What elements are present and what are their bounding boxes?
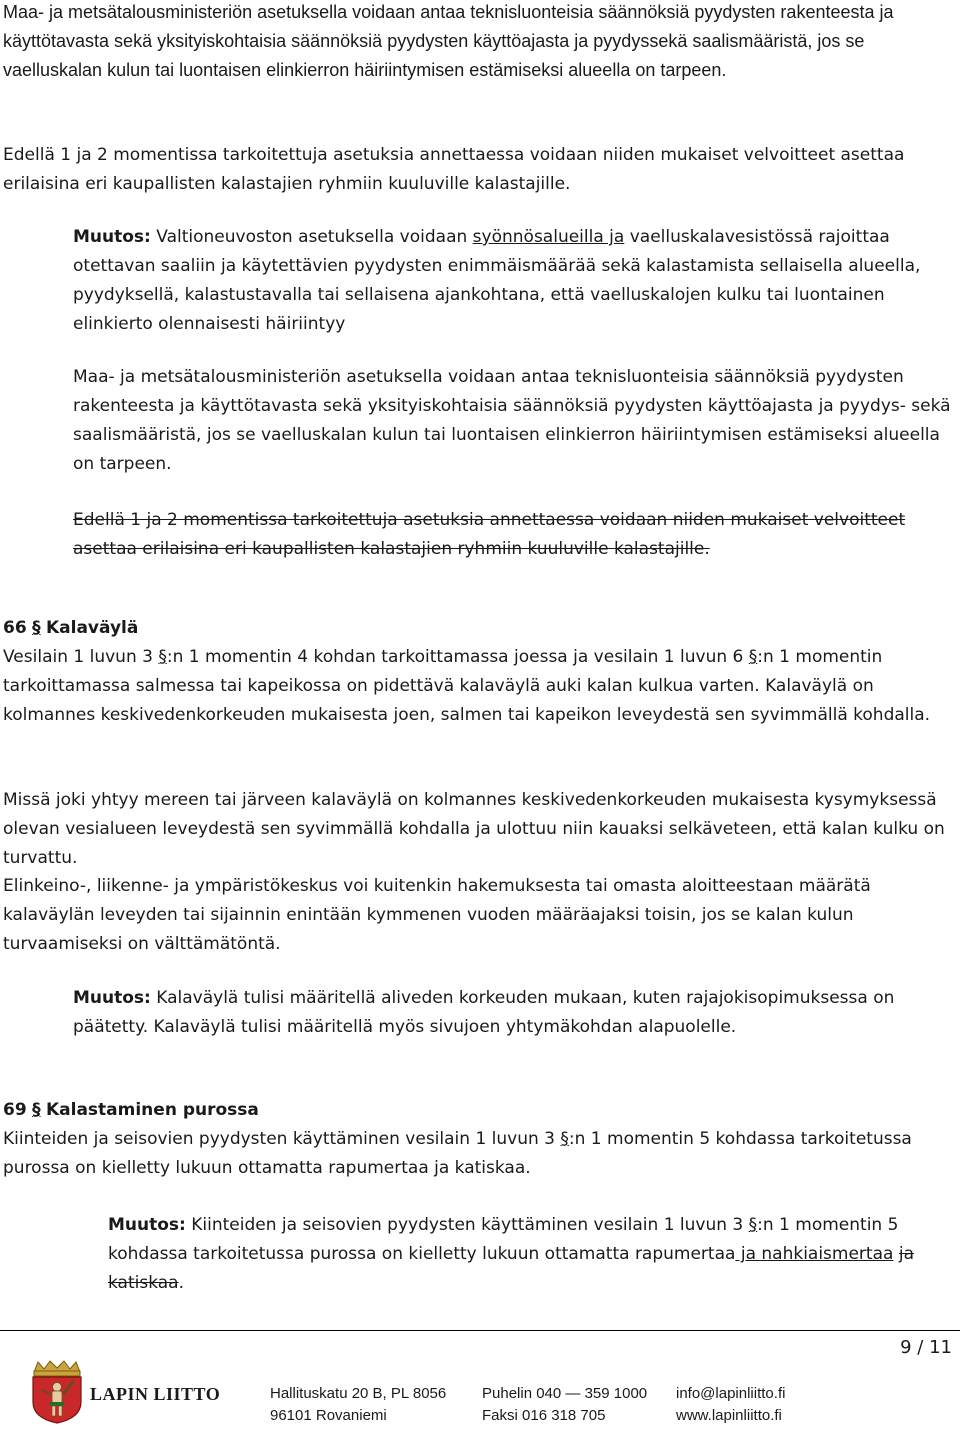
paragraph-1: Maa- ja metsätalousministeriön asetuksella voidaan antaa teknisluonteisia säännöksiä pyydysten rakenteesta ja käyttötavasta sekä yksityiskohtaisia säännöksiä pyydysten käyttöajasta ja pyydyssekä saalismääristä, jos se vaelluskalan kulun tai luontaisen elinkierron häiriintymisen estämiseksi alueella on tarpeen. (3, 2, 894, 80)
change-note-2: Muutos: Kalaväylä tulisi määritellä aliveden korkeuden mukaan, kuten rajajokisopimuksessa on päätetty. Kalaväylä tulisi määritellä myös sivujoen yhtymäkohdan alapuolelle. (73, 988, 895, 1037)
struck-text: ja katiskaa (108, 1244, 914, 1293)
change-note-1-struck (73, 506, 953, 564)
footer-online (676, 1383, 785, 1427)
struck-text: Edellä 1 ja 2 momentissa tarkoitettuja asetuksia annettaessa voidaan niiden mukaiset velvoitteet asettaa erilaisina eri kaupallisten kalastajien ryhmiin kuuluville kalastajille. (73, 510, 906, 559)
section-number: 66 (3, 618, 27, 638)
section-66-heading (3, 614, 955, 643)
underlined-addition: syönnösalueilla ja (472, 227, 625, 247)
change-label: Muutos: (73, 227, 151, 247)
section-title: Kalastaminen purossa (45, 1100, 259, 1120)
section-number: 69 (3, 1100, 27, 1120)
coat-of-arms-icon (28, 1360, 86, 1429)
change-note-1-paragraph: Maa- ja metsätalousministeriön asetuksella voidaan antaa teknisluonteisia säännöksiä pyydysten rakenteesta ja käyttötavasta sekä yksityiskohtaisia säännöksiä pyydysten käyttöajasta ja pyydys- sekä saalismääristä, jos se vaelluskalan kulun tai luontaisen elinkierron häiriintymisen estämiseksi alueella on tarpeen. (73, 367, 951, 474)
brand-name: LAPIN LIITTO (90, 1384, 221, 1404)
footer-divider (0, 1330, 960, 1331)
paragraph-2: Edellä 1 ja 2 momentissa tarkoitettuja asetuksia annettaessa voidaan niiden mukaiset velvoitteet asettaa erilaisina eri kaupallisten kalastajien ryhmiin kuuluville kalastajille. (3, 145, 905, 194)
change-note-3: Muutos: Kiinteiden ja seisovien pyydysten käyttäminen vesilain 1 luvun 3 §:n 1 momentin 5 kohdassa tarkoitetussa purossa on kielletty lukuun ottamatta rapumertaa ja nahkiaismertaa ja katiskaa. (108, 1215, 914, 1293)
footer-contact-numbers: Puhelin 040 — 359 1000 Faksi 016 318 705 (482, 1385, 648, 1424)
section-symbol: § (32, 618, 41, 638)
page-number: 9 / 11 (900, 1337, 952, 1358)
footer-address: Hallituskatu 20 B, PL 8056 96101 Rovaniemi (270, 1385, 447, 1424)
section-69-heading (3, 1096, 955, 1125)
footer (0, 1380, 960, 1430)
underlined-addition: ja nahkiaismertaa (735, 1244, 894, 1264)
change-label: Muutos: (73, 988, 151, 1008)
email-link[interactable]: info@lapinliitto.fi (676, 1385, 786, 1402)
section-66-paragraph-2: Missä joki yhtyy mereen tai järveen kalaväylä on kolmannes keskivedenkorkeuden mukaisesta kysymyksessä olevan vesialueen leveydestä sen syvimmällä kohdalla ja ulottuu niin kauaksi selkäveteen, että kalan kulku on turvattu. (3, 790, 945, 868)
section-symbol: § (32, 1100, 41, 1120)
change-note-1: Muutos: Valtioneuvoston asetuksella voidaan syönnösalueilla ja vaelluskalavesistössä rajoittaa otettavan saaliin ja käytettävien pyydysten enimmäismäärää sekä kalastamista sellaisella alueella, pyydyksellä, kalastustavalla tai sellaisena ajankohtana, että vaelluskalojen kulku tai luontainen elinkierto olennaisesti häiriintyy (73, 227, 921, 334)
section-66-paragraph-1: Vesilain 1 luvun 3 §:n 1 momentin 4 kohdan tarkoittamassa joessa ja vesilain 1 luvun 6 §:n 1 momentin tarkoittamassa salmessa tai kapeikossa on pidettävä kalaväylä auki kalan kulkua varten. Kalaväylä on kolmannes keskivedenkorkeuden mukaisesta joen, salmen tai kapeikon leveydestä sen syvimmällä kohdalla. (3, 647, 931, 725)
section-title: Kalaväylä (45, 618, 139, 638)
website-link[interactable]: www.lapinliitto.fi (676, 1407, 782, 1424)
section-69-paragraph-1: Kiinteiden ja seisovien pyydysten käyttäminen vesilain 1 luvun 3 §:n 1 momentin 5 kohdassa tarkoitetussa purossa on kielletty lukuun ottamatta rapumertaa ja katiskaa. (3, 1129, 912, 1178)
section-66-paragraph-3: Elinkeino-, liikenne- ja ympäristökeskus voi kuitenkin hakemuksesta tai omasta aloitteestaan määrätä kalaväylän leveyden tai sijainnin enintään kymmenen vuoden määräajaksi toisin, jos se kalan kulun turvaamiseksi on välttämätöntä. (3, 876, 871, 954)
change-label: Muutos: (108, 1215, 186, 1235)
